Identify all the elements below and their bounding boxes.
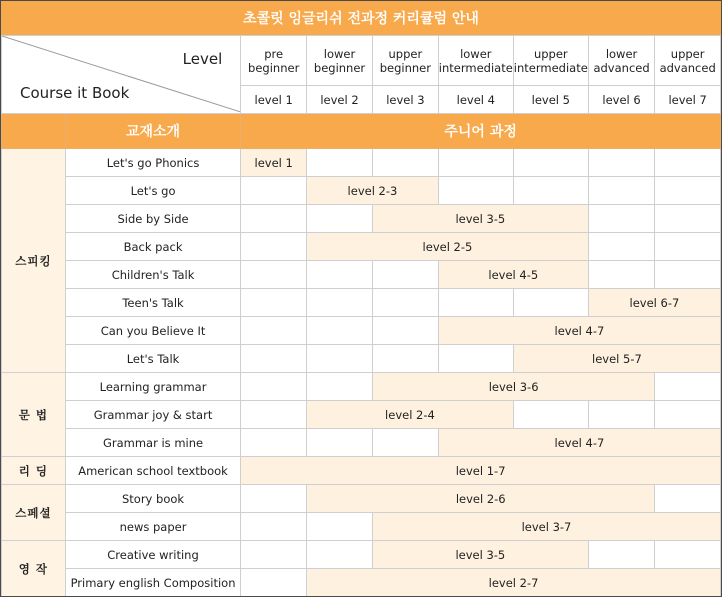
level-range-bar: level 5-7 [513, 345, 720, 373]
level-name-line: upper [388, 46, 423, 61]
book-title: Teen's Talk [65, 289, 240, 317]
book-row [2, 373, 721, 401]
level-number-header: level 4 [438, 86, 513, 114]
level-range-bar: level 4-7 [438, 429, 720, 457]
empty-level-cell [241, 289, 307, 317]
book-row [2, 289, 721, 317]
level-range-bar: level 3-5 [372, 205, 588, 233]
empty-level-cell [372, 149, 438, 177]
empty-level-cell [241, 261, 307, 289]
level-name-line: intermediate [438, 60, 513, 75]
level-name-header [372, 36, 438, 86]
empty-level-cell [241, 429, 307, 457]
empty-level-cell [307, 289, 373, 317]
book-title: Creative writing [65, 541, 240, 569]
empty-level-cell [241, 485, 307, 513]
empty-level-cell [655, 205, 721, 233]
empty-level-cell [588, 261, 655, 289]
empty-level-cell [307, 345, 373, 373]
level-number-header: level 6 [588, 86, 655, 114]
page-title: 초콜릿 잉글리쉬 전과정 커리큘럼 안내 [1, 1, 721, 35]
empty-level-cell [307, 541, 373, 569]
book-title: Side by Side [65, 205, 240, 233]
section-spacer-cell [2, 114, 66, 149]
junior-course-header: 주니어 과정 [241, 114, 721, 149]
empty-level-cell [372, 261, 438, 289]
level-name-line: lower [605, 46, 638, 61]
empty-level-cell [655, 149, 721, 177]
empty-level-cell [241, 401, 307, 429]
empty-level-cell [241, 317, 307, 345]
empty-level-cell [588, 205, 655, 233]
empty-level-cell [307, 317, 373, 345]
level-name-line: upper [670, 46, 705, 61]
level-name-line: pre [264, 46, 284, 61]
empty-level-cell [655, 401, 721, 429]
empty-level-cell [307, 149, 373, 177]
curriculum-grid [1, 35, 721, 597]
empty-level-cell [655, 261, 721, 289]
empty-level-cell [307, 513, 373, 541]
corner-header-cell [2, 36, 241, 114]
level-name-header [513, 36, 588, 86]
level-range-bar: level 3-6 [372, 373, 654, 401]
level-range-bar: level 2-7 [307, 569, 721, 597]
empty-level-cell [438, 177, 513, 205]
level-name-header [307, 36, 373, 86]
category-label: 스페셜 [2, 485, 66, 541]
level-range-bar: level 4-7 [438, 317, 720, 345]
book-title: American school textbook [65, 457, 240, 485]
empty-level-cell [307, 261, 373, 289]
book-title: Back pack [65, 233, 240, 261]
book-row [2, 177, 721, 205]
book-row [2, 485, 721, 513]
empty-level-cell [241, 373, 307, 401]
empty-level-cell [655, 485, 721, 513]
level-name-header [588, 36, 655, 86]
empty-level-cell [372, 345, 438, 373]
course-heading: Course it Book [20, 84, 130, 102]
level-name-line: beginner [248, 60, 300, 75]
empty-level-cell [588, 401, 655, 429]
book-row [2, 261, 721, 289]
empty-level-cell [241, 233, 307, 261]
empty-level-cell [372, 317, 438, 345]
level-name-line: lower [323, 46, 356, 61]
level-number-header: level 1 [241, 86, 307, 114]
empty-level-cell [241, 513, 307, 541]
level-name-line: advanced [593, 60, 650, 75]
book-row [2, 429, 721, 457]
level-name-line: advanced [659, 60, 716, 75]
level-number-header: level 3 [372, 86, 438, 114]
book-title: Primary english Composition [65, 569, 240, 597]
empty-level-cell [655, 541, 721, 569]
empty-level-cell [241, 205, 307, 233]
level-name-header [655, 36, 721, 86]
category-label: 스피킹 [2, 149, 66, 373]
book-row [2, 149, 721, 177]
book-title: Let's Talk [65, 345, 240, 373]
level-name-line: intermediate [513, 60, 588, 75]
book-title: Story book [65, 485, 240, 513]
level-number-header: level 5 [513, 86, 588, 114]
book-row [2, 233, 721, 261]
empty-level-cell [655, 373, 721, 401]
level-range-bar: level 1 [241, 149, 307, 177]
book-title: news paper [65, 513, 240, 541]
book-title: Can you Believe It [65, 317, 240, 345]
level-name-line: upper [533, 46, 568, 61]
book-intro-header: 교재소개 [65, 114, 240, 149]
empty-level-cell [655, 177, 721, 205]
empty-level-cell [241, 569, 307, 597]
book-title: Grammar is mine [65, 429, 240, 457]
level-range-bar: level 2-3 [307, 177, 439, 205]
level-range-bar: level 6-7 [588, 289, 720, 317]
level-range-bar: level 1-7 [241, 457, 721, 485]
category-label: 영 작 [2, 541, 66, 597]
book-title: Let's go Phonics [65, 149, 240, 177]
empty-level-cell [372, 289, 438, 317]
empty-level-cell [438, 289, 513, 317]
level-range-bar: level 3-5 [372, 541, 588, 569]
book-row [2, 513, 721, 541]
book-row [2, 345, 721, 373]
empty-level-cell [655, 233, 721, 261]
empty-level-cell [588, 541, 655, 569]
empty-level-cell [588, 177, 655, 205]
level-name-header [438, 36, 513, 86]
book-title: Let's go [65, 177, 240, 205]
empty-level-cell [241, 541, 307, 569]
category-label: 문 법 [2, 373, 66, 457]
book-row [2, 317, 721, 345]
level-number-header: level 2 [307, 86, 373, 114]
level-range-bar: level 2-4 [307, 401, 514, 429]
empty-level-cell [513, 289, 588, 317]
book-title: Learning grammar [65, 373, 240, 401]
book-row [2, 569, 721, 597]
category-label: 리 딩 [2, 457, 66, 485]
level-name-header [241, 36, 307, 86]
empty-level-cell [307, 429, 373, 457]
level-range-bar: level 4-5 [438, 261, 588, 289]
empty-level-cell [241, 345, 307, 373]
book-row [2, 401, 721, 429]
empty-level-cell [588, 149, 655, 177]
empty-level-cell [513, 177, 588, 205]
book-row [2, 457, 721, 485]
level-name-line: lower [460, 46, 492, 61]
book-row [2, 205, 721, 233]
level-name-line: beginner [379, 60, 431, 75]
book-row [2, 541, 721, 569]
empty-level-cell [513, 149, 588, 177]
empty-level-cell [372, 429, 438, 457]
empty-level-cell [307, 373, 373, 401]
level-name-line: beginner [313, 60, 366, 75]
empty-level-cell [513, 401, 588, 429]
empty-level-cell [438, 345, 513, 373]
book-title: Children's Talk [65, 261, 240, 289]
level-number-header: level 7 [655, 86, 721, 114]
level-heading: Level [182, 50, 223, 68]
empty-level-cell [588, 233, 655, 261]
empty-level-cell [241, 177, 307, 205]
level-range-bar: level 2-5 [307, 233, 589, 261]
empty-level-cell [438, 149, 513, 177]
empty-level-cell [307, 205, 373, 233]
level-range-bar: level 3-7 [372, 513, 720, 541]
level-range-bar: level 2-6 [307, 485, 655, 513]
book-title: Grammar joy & start [65, 401, 240, 429]
